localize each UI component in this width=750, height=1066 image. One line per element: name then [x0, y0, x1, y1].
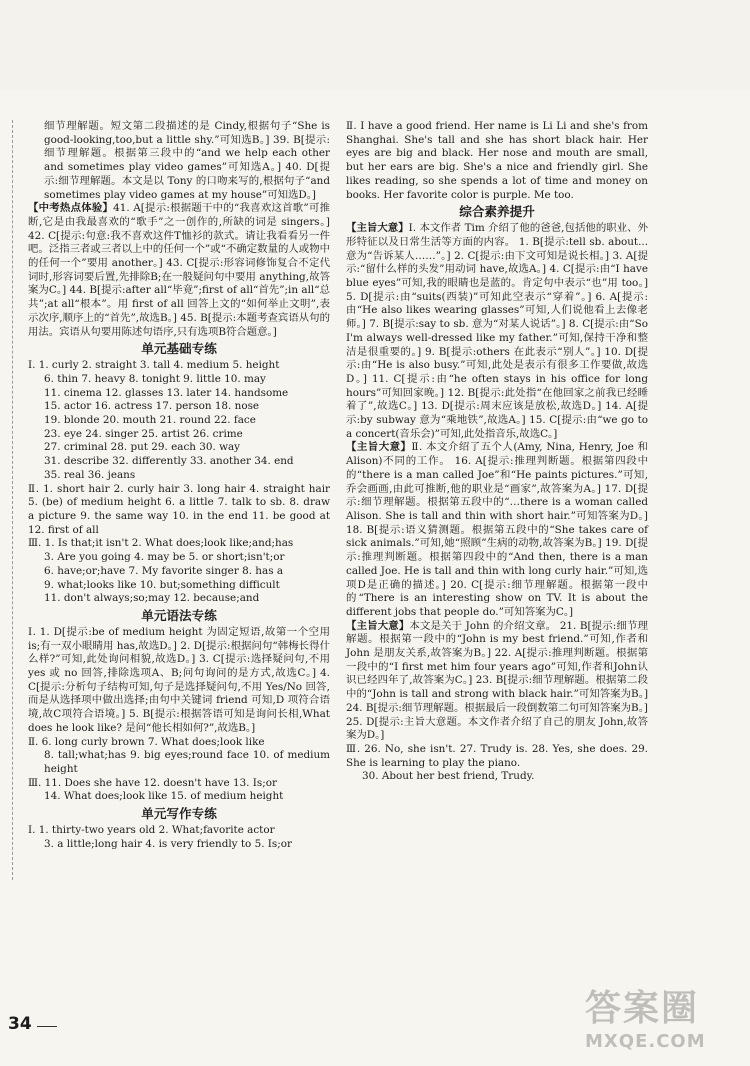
- hot-exam-block: [28, 202, 330, 339]
- reading-a-answers: Ⅱ. 本文介绍了五个人(Amy, Nina, Henry, Joe 和 Alison)不同的工作。 16. A[提示:推理判断题。根据第四段中的“there is a man called Joe”和“He paints pictures.”可知,乔会画画,由此可推断,他的职业是“画家”,故答案为A。] 17. D[提示:细节理解题。根据第五段中的“…there is a woman called Alison. She is tall and thin with short hair.”可知答案为D。] 18. B[提示:语义猜测题。根据第五段中的“She takes care of sick animals.”可知,她“照顾”生病的动物,故答案为B。] 19. D[提示:推理判断题。根据第四段中的“And then, there is a man called Joe. He is tall and thin with long curly hair.”可知,选项D是正确的描述。] 20. C[提示:细节理解题。根据第一段中的“There is an interesting show on TV. It is about the different jobs that people do.”可知答案为C。]: [346, 441, 649, 618]
- reading-b-block: [346, 620, 648, 743]
- section-title-comprehensive: 综合素养提升: [459, 204, 535, 220]
- cloze-answers-block: [346, 222, 648, 441]
- grammar-line: Ⅱ. 6. long curly brown 7. What does;look like: [28, 735, 265, 748]
- main-idea-tag: 【主旨大意】: [346, 222, 409, 235]
- reading-a-block: [346, 441, 648, 619]
- hot-exam-tag: 【中考热点体验】: [28, 202, 114, 215]
- grammar-answers: Ⅰ. 1. D[提示:be of medium height 为固定短语,故第一个空用 is;有一双小眼睛用 has,故选D。] 2. D[提示:根据问句“韩梅长得什么样?”可知,此处询问相貌,故选D。] 3. C[提示:选择疑问句,不用 yes 或 no 回答,排除选项A、B;问句询问的是方式,故选C。] 4. C[提示:分析句子结构可知,句子是选择疑问句,不用 Yes/No 回答,而是从选择项中做出选择;由句中关键词 friend 可知,D 项符合语境,故C项符合语境。] 5. B[提示:根据答语可知是询问长相,What does he look like? 是问“他长相如何?”,故选B。]: [28, 625, 330, 734]
- left-column: [28, 120, 330, 851]
- right-column: [346, 120, 648, 784]
- basic-line: 11. cinema 12. glasses 13. later 14. handsome: [44, 386, 289, 399]
- grammar-line: 8. tall;what;has 9. big eyes;round face 10. of medium height: [44, 749, 330, 775]
- binding-dash-line: [12, 120, 13, 880]
- watermark-main-text: 答案圈: [585, 988, 700, 1029]
- page-number-rule: [37, 1026, 57, 1027]
- main-idea-tag: 【主旨大意】: [346, 619, 410, 632]
- basic-line: 6. have;or;have 7. My favorite singer 8. has a: [44, 564, 284, 577]
- main-idea-tag: 【主旨大意】: [346, 441, 412, 454]
- reading-b-answers: 本文是关于 John 的介绍文章。 21. B[提示:细节理解题。根据第一段中的“John is my best friend.”可知,作者和 John 是朋友关系,故答案为B。] 22. A[提示:推理判断题。根据第一段中的“I first met him four years ago”可知,作者和John认识已经四年了,故答案为C。] 23. B[提示:细节理解题。根据第二段中的“John is tall and strong with black hair.”可知答案为B。] 24. B[提示:细节理解题。根据最后一段倒数第二句可知答案为B。] 25. D[提示:主旨大意题。本文作者介绍了自己的朋友 John,故答案为D。]: [346, 619, 649, 742]
- basic-line: 11. don't always;so;may 12. because;and: [44, 592, 260, 605]
- basic-line: 23. eye 24. singer 25. artist 26. crime: [44, 427, 243, 440]
- basic-line: 6. thin 7. heavy 8. tonight 9. little 10. may: [44, 372, 266, 385]
- section-title-writing: 单元写作专练: [141, 806, 217, 822]
- writing-line: 3. a little;long hair 4. is very friendly to 5. Is;or: [44, 837, 292, 850]
- page-number: 34: [8, 1014, 32, 1034]
- basic-line: 9. what;looks like 10. but;something difficult: [44, 578, 280, 591]
- basic-line: 35. real 36. jeans: [44, 468, 136, 481]
- basic-line: 19. blonde 20. mouth 21. round 22. face: [44, 414, 256, 427]
- basic-line: 15. actor 16. actress 17. person 18. nose: [44, 400, 260, 413]
- watermark-logo: [585, 980, 735, 1050]
- page-header-blank: [0, 0, 750, 90]
- composition-answer: Ⅱ. I have a good friend. Her name is Li Li and she's from Shanghai. She's tall and she has short black hair. Her eyes are big and black. Her nose and mouth are small, but her ears are big. She's a nice and friendly girl. She likes reading, so she spends a lot of time and money on books. Her favorite color is purple. Me too.: [346, 120, 648, 201]
- basic-line: 27. criminal 28. put 29. each 30. way: [44, 441, 241, 454]
- reading-c-line: Ⅲ. 26. No, she isn't. 27. Trudy is. 28. Yes, she does. 29. She is learning to play the piano.: [346, 742, 648, 769]
- grammar-line: Ⅲ. 11. Does she have 12. doesn't have 13. Is;or: [28, 776, 277, 789]
- hot-exam-answers: 41. A[提示:根据题干中的“我喜欢这首歌”可推断,它是由我最喜欢的“歌手”之一创作的,所缺的词是 singers。] 42. C[提示:句意:我不喜欢这件T恤衫的款式。请让我看看另一件吧。泛指三者或三者以上中的任何一个”或“不确定数量的人或物中的任何一个”要用 another。] 43. C[提示:形容词修饰复合不定代词时,形容词要后置,先排除B;在一般疑问句中要用 anything,故答案为C。] 44. B[提示:after all“毕竟”;first of all“首先”;in all“总共”;at all“根本”。用 first of all 回答上文的“如何举止文明”,表示次序,顺序上的“首先”,故选B。] 45. B[提示:本题考查宾语从句的用法。宾语从句要用陈述句语序,只有选项B符合题意。]: [28, 202, 330, 338]
- continued-answers: 细节理解题。短文第二段描述的是 Cindy,根据句子“She is good-looking,too,but a little shy.”可知选B。] 39. B[提示:细节理解题。根据第三段中的“and we help each other and sometimes play video games”可知选A。] 40. D[提示:细节理解题。本文是以 Tony 的口吻来写的,根据句子“and sometimes play video games at my house”可知选D。]: [44, 120, 330, 201]
- cloze-answers: Ⅰ. 本文作者 Tim 介绍了他的爸爸,包括他的职业、外形特征以及日常生活等方面的内容。 1. B[提示:tell sb. about...意为“告诉某人……”。] 2. C[提示:由下文可知是说长相。] 3. A[提示:“留什么样的头发”用动词 have,故选A。] 4. C[提示:由“I have blue eyes”可知,我的眼睛也是蓝的。肯定句中表示“也”用 too。] 5. D[提示:由“suits(西装)”可知此空表示“穿着”。] 6. A[提示:由“He also likes wearing glasses”可知,人们说他看上去像老师。] 7. B[提示:say to sb. 意为“对某人说话”。] 8. C[提示:由“So I'm always well-dressed like my father.”可知,保持干净和整洁是很重要的。] 9. B[提示:others 在此表示“别人”。] 10. D[提示:由“He is also busy.”可知,此处是表示有很多工作要做,故选D。] 11. C[提示:由“he often stays in his office for long hours”可知回家晚。] 12. B[提示:此处指“在他回家之前我已经睡着了”,故选C。] 13. D[提示:周末应该是放松,故选D。] 14. A[提示:by subway 意为“乘地铁”,故选A。] 15. C[提示:由“we go to a concert(音乐会)”可知,此处指音乐,故选C。]: [346, 222, 648, 440]
- watermark-sub-text: MXQE.COM: [585, 1031, 706, 1052]
- reading-c-line: 30. About her best friend, Trudy.: [362, 770, 535, 783]
- basic-line: Ⅲ. 1. Is that;it isn't 2. What does;look like;and;has: [28, 537, 294, 550]
- basic-line: 31. describe 32. differently 33. another 34. end: [44, 455, 294, 468]
- basic-line: Ⅱ. 1. short hair 2. curly hair 3. long hair 4. straight hair 5. (be) of medium height 6. a little 7. talk to sb. 8. draw a picture 9. the same way 10. in the end 11. be good at 12. first of all: [28, 482, 330, 536]
- section-title-basic: 单元基础专练: [141, 341, 217, 357]
- grammar-line: 14. What does;look like 15. of medium height: [44, 790, 284, 803]
- section-title-grammar: 单元语法专练: [141, 607, 217, 623]
- basic-line: 3. Are you going 4. may be 5. or short;isn't;or: [44, 551, 285, 564]
- writing-line: Ⅰ. 1. thirty-two years old 2. What;favorite actor: [28, 824, 275, 837]
- basic-line: Ⅰ. 1. curly 2. straight 3. tall 4. medium 5. height: [28, 359, 280, 372]
